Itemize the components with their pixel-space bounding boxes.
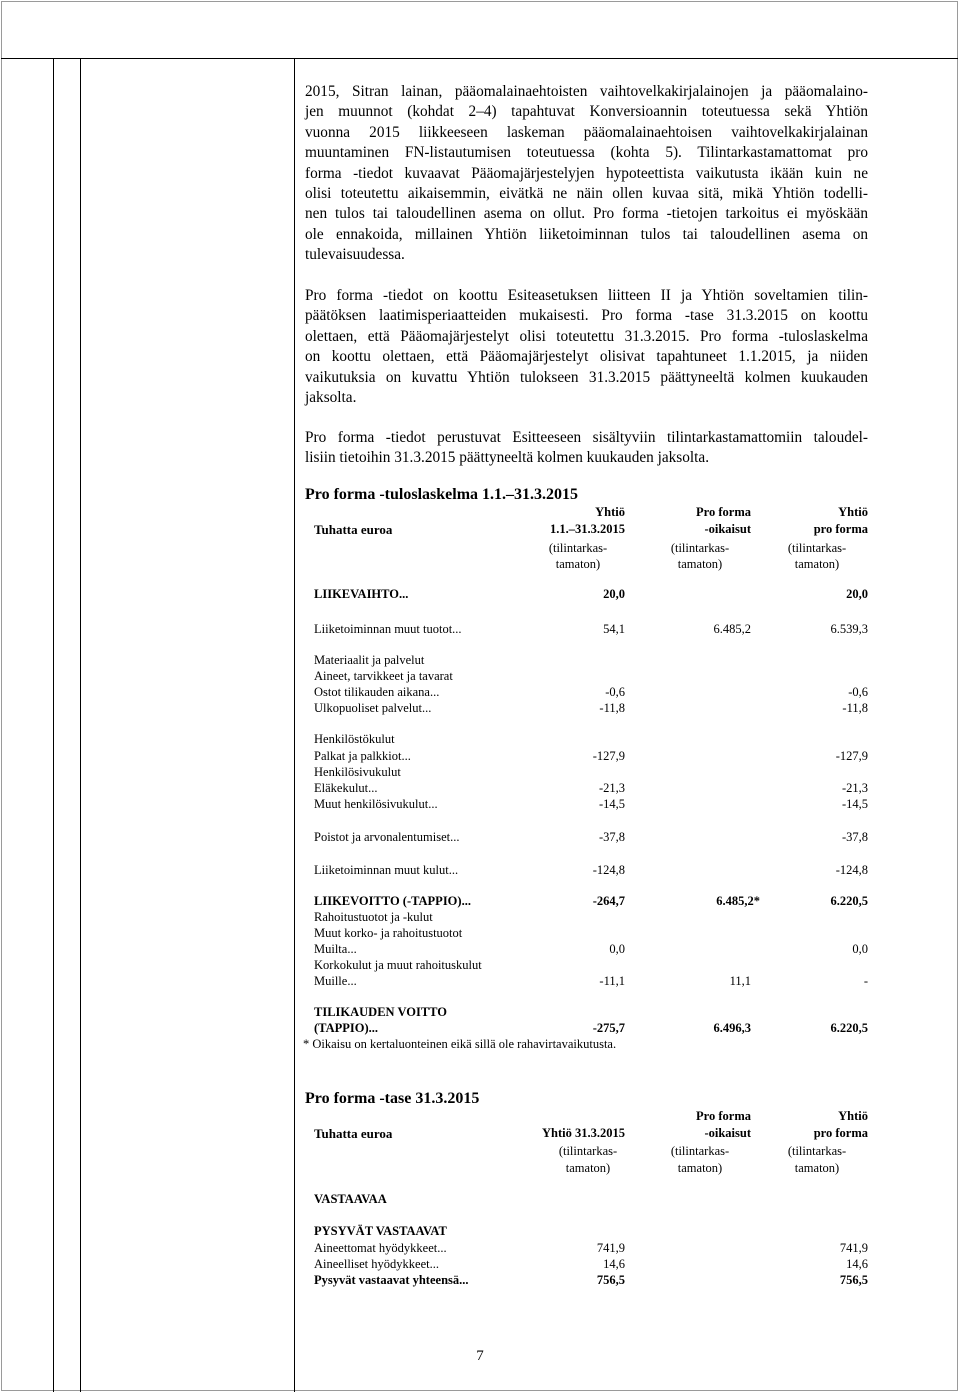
income-statement-heading: Pro forma -tuloslaskelma 1.1.–31.3.2015 bbox=[305, 486, 579, 503]
table-row-label: LIIKEVOITTO (-TAPPIO)... bbox=[314, 894, 471, 908]
income-col1-header-line1: Yhtiö bbox=[595, 505, 625, 519]
table-cell: -21,3 bbox=[598, 781, 625, 795]
table-row-label: Ostot tilikauden aikana... bbox=[314, 685, 440, 699]
balance-section-label: VASTAAVAA bbox=[314, 1192, 387, 1206]
table-cell: -21,3 bbox=[841, 781, 868, 795]
table-cell: 741,9 bbox=[596, 1241, 625, 1255]
income-col3-header-line2: pro forma bbox=[813, 522, 868, 536]
income-col1-audit-a: (tilintarkas- bbox=[548, 541, 608, 555]
table-cell: 756,5 bbox=[839, 1273, 868, 1287]
table-cell: -127,9 bbox=[835, 749, 868, 763]
table-cell: -11,8 bbox=[842, 701, 868, 715]
table-cell: -124,8 bbox=[835, 863, 868, 877]
table-cell: 6.485,2 bbox=[713, 622, 751, 636]
left-column-rule bbox=[80, 58, 81, 1392]
table-cell: 0,0 bbox=[852, 942, 868, 956]
income-footnote: * Oikaisu on kertaluonteinen eikä sillä ole rahavirtavaikutusta. bbox=[303, 1037, 617, 1051]
table-row-label: Henkilösivukulut bbox=[314, 765, 401, 779]
income-col2-audit-a: (tilintarkas- bbox=[670, 541, 730, 555]
table-row-label: Ulkopuoliset palvelut... bbox=[314, 701, 432, 715]
table-row-label: Liiketoiminnan muut tuotot... bbox=[314, 622, 462, 636]
table-cell: -0,6 bbox=[848, 685, 868, 699]
table-row-label: Muut korko- ja rahoitustuotot bbox=[314, 926, 463, 940]
content-left-rule bbox=[294, 58, 295, 1392]
table-cell: 14,6 bbox=[846, 1257, 868, 1271]
page-number: 7 bbox=[476, 1348, 484, 1364]
table-row-label: Aineet, tarvikkeet ja tavarat bbox=[314, 669, 453, 683]
table-cell: 20,0 bbox=[846, 587, 868, 601]
table-cell: 14,6 bbox=[603, 1257, 625, 1271]
table-cell: -14,5 bbox=[598, 797, 625, 811]
balance-col3-header-line2: pro forma bbox=[813, 1126, 868, 1140]
table-cell: -127,9 bbox=[592, 749, 625, 763]
balance-col3-header-line1: Yhtiö bbox=[838, 1109, 868, 1123]
table-row-label: Aineettomat hyödykkeet... bbox=[314, 1241, 447, 1255]
table-cell: -11,1 bbox=[599, 974, 625, 988]
table-row-label: Muille... bbox=[314, 974, 357, 988]
source-paragraph: Pro forma -tiedot perustuvat Esitteeseen sisältyviin tilintarkastamattomiin taloudel- lisiin tietoihin 31.3.2015 päättyneeltä kolmen kuukauden jaksolta. bbox=[305, 429, 868, 467]
table-row-label: Palkat ja palkkiot... bbox=[314, 749, 411, 763]
balance-col3-audit-b: tamaton) bbox=[794, 1161, 840, 1175]
table-cell: -264,7 bbox=[592, 894, 625, 908]
table-row-label: Henkilöstökulut bbox=[314, 732, 395, 746]
table-cell: - bbox=[863, 974, 868, 988]
income-col2-header-line1: Pro forma bbox=[696, 505, 751, 519]
balance-sheet-heading: Pro forma -tase 31.3.2015 bbox=[305, 1090, 480, 1107]
balance-col2-header-line2: -oikaisut bbox=[704, 1126, 751, 1140]
balance-subsection-label: PYSYVÄT VASTAAVAT bbox=[314, 1224, 447, 1238]
balance-col3-audit-a: (tilintarkas- bbox=[787, 1144, 847, 1158]
table-cell: 6.220,5 bbox=[830, 894, 868, 908]
table-row-label: Liiketoiminnan muut kulut... bbox=[314, 863, 459, 877]
table-cell: -37,8 bbox=[598, 830, 625, 844]
balance-col1-header: Yhtiö 31.3.2015 bbox=[542, 1126, 625, 1140]
balance-col2-audit-a: (tilintarkas- bbox=[670, 1144, 730, 1158]
table-row-label: Muilta... bbox=[314, 942, 357, 956]
table-cell: 756,5 bbox=[596, 1273, 625, 1287]
balance-col2-audit-b: tamaton) bbox=[677, 1161, 723, 1175]
table-cell: 6.220,5 bbox=[830, 1021, 868, 1035]
table-top-rule bbox=[1, 58, 958, 59]
table-row-label: (TAPPIO)... bbox=[314, 1021, 378, 1035]
table-row-label: LIIKEVAIHTO... bbox=[314, 587, 409, 601]
table-cell: 741,9 bbox=[839, 1241, 868, 1255]
income-unit-label: Tuhatta euroa bbox=[314, 522, 393, 537]
income-col3-header-line1: Yhtiö bbox=[838, 505, 868, 519]
basis-paragraph: Pro forma -tiedot on koottu Esiteasetuksen liitteen II ja Yhtiön soveltamien tilin- päätöksen laatimisperiaatteiden mukaisesti. Pro forma -tase 31.3.2015 on koottu olettaen, että Pääomajärjestelyt olisi toteutettu 31.3.2015. Pro forma -tuloslaskelma on koottu olettaen, että Pääomajärjestelyt olisivat tapahtuneet 1.1.2015, ja niiden vaikutuksia on kuvattu Yhtiön tulokseen 31.3.2015 päättyneeltä kolmen kuukauden jaksolta. bbox=[305, 287, 868, 407]
table-row-label: Poistot ja arvonalentumiset... bbox=[314, 830, 460, 844]
table-row-label: Muut henkilösivukulut... bbox=[314, 797, 438, 811]
income-col3-audit-b: tamaton) bbox=[794, 557, 840, 571]
income-col1-header-line2: 1.1.–31.3.2015 bbox=[550, 522, 625, 536]
table-cell: -11,8 bbox=[599, 701, 625, 715]
table-row-label: Eläkekulut... bbox=[314, 781, 378, 795]
table-cell: 11,1 bbox=[729, 974, 751, 988]
table-cell: 54,1 bbox=[603, 622, 625, 636]
table-row-label: TILIKAUDEN VOITTO bbox=[314, 1005, 448, 1019]
table-cell: 0,0 bbox=[609, 942, 625, 956]
table-cell: -275,7 bbox=[592, 1021, 625, 1035]
income-col2-header-line2: -oikaisut bbox=[704, 522, 751, 536]
balance-col1-audit-b: tamaton) bbox=[565, 1161, 611, 1175]
income-col1-audit-b: tamaton) bbox=[555, 557, 601, 571]
table-row-label: Rahoitustuotot ja -kulut bbox=[314, 910, 433, 924]
table-cell: -124,8 bbox=[592, 863, 625, 877]
intro-paragraph: 2015, Sitran lainan, pääomalainaehtoisten vaihtovelkakirjalainojen ja pääomalaino- jen muunnot (kohdat 2–4) tapahtuvat Konversioannin toteutuessa sekä Yhtiön vuonna 2015 liikkeeseen laskeman pääomalainaehtoisen vaihtovelkakirjalainan muuntaminen FN-listautumisen toteutuessa (kohta 5). Tilintarkastamattomat pro forma -tiedot kuvaavat Pääomajärjestelyjen hypoteettista vaikutusta ikään kuin ne olisi toteutettu aikaisemmin, eivätkä ne näin ollen kuvaa sitä, mikä Yhtiön todelli- nen tulos tai taloudellinen asema on ollut. Pro forma -tietojen tarkoitus ei myöskään ole ennakoida, millainen Yhtiön liiketoiminnan tulos tai taloudellinen asema on tulevaisuudessa. bbox=[305, 83, 868, 264]
table-cell: -0,6 bbox=[605, 685, 625, 699]
table-cell: -37,8 bbox=[841, 830, 868, 844]
table-row-label: Pysyvät vastaavat yhteensä... bbox=[314, 1273, 469, 1287]
table-row-label: Materiaalit ja palvelut bbox=[314, 653, 425, 667]
table-row-label: Korkokulut ja muut rahoituskulut bbox=[314, 958, 482, 972]
table-row-label: Aineelliset hyödykkeet... bbox=[314, 1257, 439, 1271]
balance-col2-header-line1: Pro forma bbox=[696, 1109, 751, 1123]
table-cell: 6.496,3 bbox=[713, 1021, 751, 1035]
income-col3-audit-a: (tilintarkas- bbox=[787, 541, 847, 555]
left-margin-rule bbox=[53, 58, 54, 1392]
table-cell: 20,0 bbox=[603, 587, 625, 601]
balance-unit-label: Tuhatta euroa bbox=[314, 1126, 393, 1141]
table-cell: 6.539,3 bbox=[830, 622, 868, 636]
income-col2-audit-b: tamaton) bbox=[677, 557, 723, 571]
balance-col1-audit-a: (tilintarkas- bbox=[558, 1144, 618, 1158]
table-cell: -14,5 bbox=[841, 797, 868, 811]
table-cell: 6.485,2* bbox=[716, 894, 760, 908]
